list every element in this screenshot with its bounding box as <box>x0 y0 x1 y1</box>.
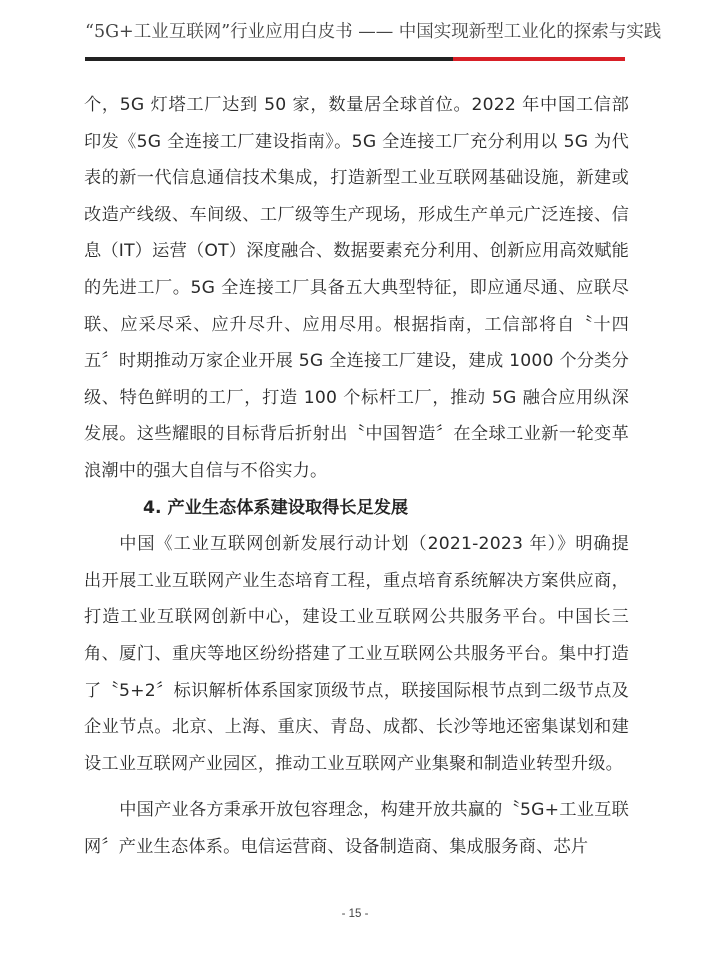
header-rule-dark <box>85 57 453 61</box>
body-paragraph: 中国《工业互联网创新发展行动计划（2021-2023 年）》明确提出开展工业互联网产业生态培育工程，重点培育系统解决方案供应商，打造工业互联网创新中心，建设工业互联网公共服务平台。中国长三角、厦门、重庆等地区纷纷搭建了工业互联网公共服务平台。集中打造了〝5+2〞标识解析体系国家顶级节点，联接国际根节点到二级节点及企业节点。北京、上海、重庆、青岛、成都、长沙等地还密集谋划和建设工业互联网产业园区，推动工业互联网产业集聚和制造业转型升级。 <box>84 534 629 774</box>
body-paragraph: 中国产业各方秉承开放包容理念，构建开放共赢的〝5G+工业互联网〞产业生态体系。电信运营商、设备制造商、集成服务商、芯片 <box>84 800 629 857</box>
page-body <box>84 87 629 865</box>
section-heading: 4. 产业生态体系建设取得长足发展 <box>143 497 409 518</box>
running-header <box>85 20 662 64</box>
page-number: - 15 - <box>341 908 369 920</box>
running-header-title: “5G+工业互联网”行业应用白皮书 —— 中国实现新型工业化的探索与实践 <box>85 22 662 42</box>
header-rule-red <box>453 57 625 61</box>
body-paragraph-continued: 个，5G 灯塔工厂达到 50 家，数量居全球首位。2022 年中国工信部印发《5G 全连接工厂建设指南》。5G 全连接工厂充分利用以 5G 为代表的新一代信息通信技术集成，打造新型工业互联网基础设施，新建或改造产线级、车间级、工厂级等生产现场，形成生产单元广泛连接、信息（IT）运营（OT）深度融合、数据要素充分利用、创新应用高效赋能的先进工厂。5G 全连接工厂具备五大典型特征，即应通尽通、应联尽联、应采尽采、应升尽升、应用尽用。根据指南，工信部将自〝十四五〞时期推动万家企业开展 5G 全连接工厂建设，建成 1000 个分类分级、特色鲜明的工厂，打造 100 个标杆工厂，推动 5G 融合应用纵深发展。这些耀眼的目标背后折射出〝中国智造〞在全球工业新一轮变革浪潮中的强大自信与不俗实力。 <box>84 95 629 481</box>
paragraph-gap <box>84 782 629 792</box>
